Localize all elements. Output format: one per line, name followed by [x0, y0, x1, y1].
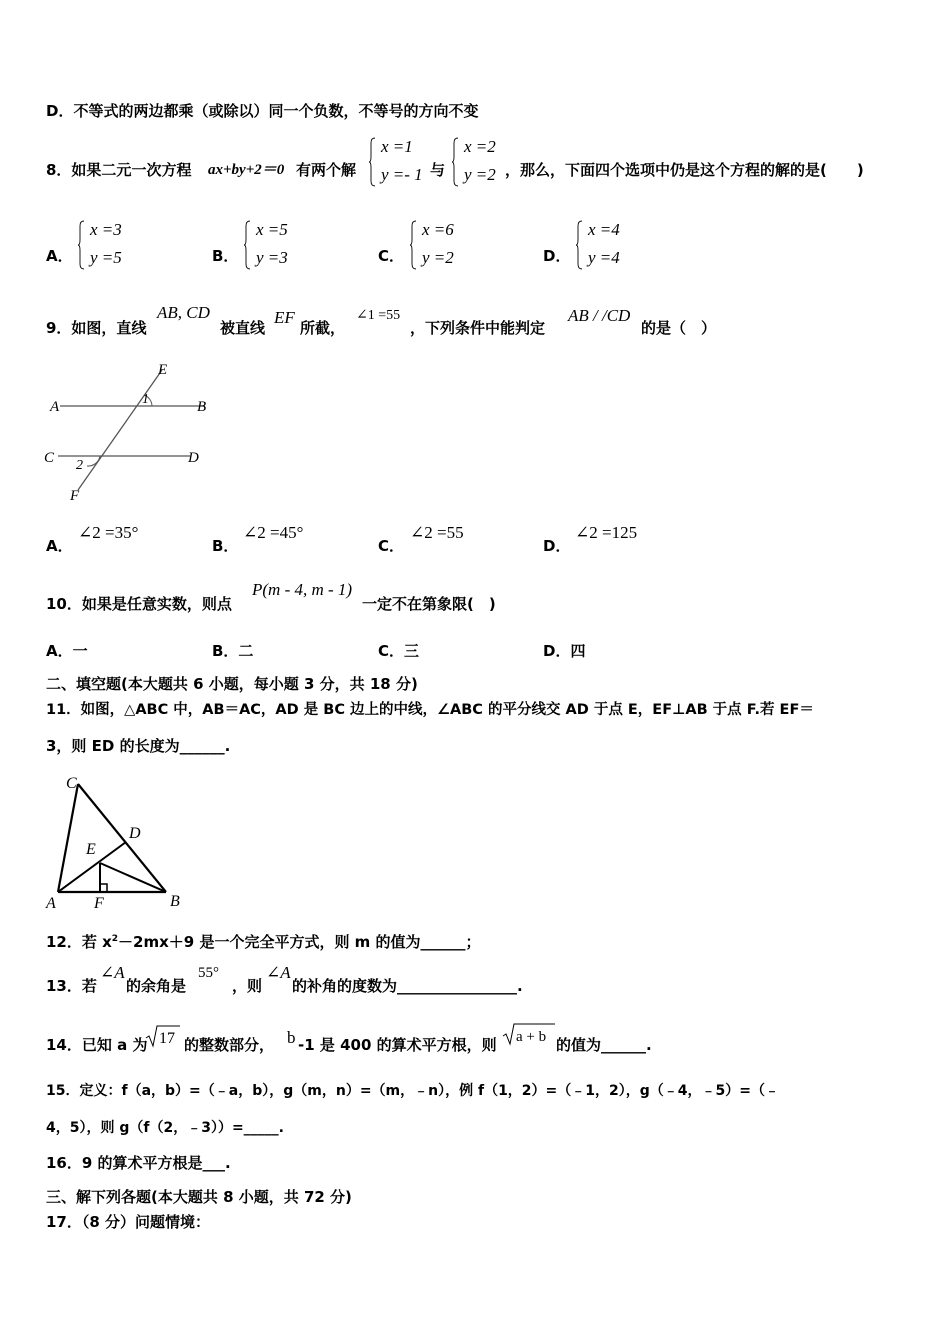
q9-prefix: 9．如图，直线: [46, 319, 147, 337]
brace-icon: [78, 220, 85, 270]
q8-option-c-label: C．: [378, 247, 405, 265]
label-d: D: [188, 450, 199, 466]
q12-sup: 2: [111, 934, 119, 944]
q9-option-b-label: B．: [212, 537, 239, 555]
option-row: x =6: [422, 220, 454, 239]
q12: [46, 929, 481, 952]
q9-option-d-label: D．: [543, 537, 571, 555]
q11-line2: 3，则 ED 的长度为______.: [46, 737, 231, 755]
section-3-heading: 三、解下列各题(本大题共 8 小题，共 72 分): [46, 1188, 352, 1206]
label-f: F: [70, 488, 80, 504]
q8-equation: ax+by+2＝0: [208, 162, 285, 178]
brace-icon: [452, 137, 459, 187]
q17: 17．（8 分）问题情境：: [46, 1213, 211, 1231]
q8-option-d: [576, 220, 631, 270]
q10-option-d: D．四: [543, 642, 586, 660]
q9-option-d-value: ∠2 =125: [575, 523, 638, 542]
label-e: E: [86, 841, 96, 858]
q13-degree: 55°: [198, 965, 219, 981]
q15-line1: 15．定义：f（a，b）=（﹣a，b），g（m，n）=（m，﹣n），例 f（1，2）=（﹣1，2），g（﹣4，﹣5）=（﹣: [46, 1083, 779, 1099]
q9-option-c-label: C．: [378, 537, 405, 555]
brace-icon: [576, 220, 583, 270]
q8-suffix: ，那么，下面四个选项中仍是这个方程的解的是( ): [505, 161, 864, 179]
q9-cut2: 所截，: [300, 319, 346, 337]
q9-text2: ，下列条件中能判定: [410, 319, 546, 337]
q9-text3: 的是（ ）: [641, 319, 717, 337]
label-b: B: [197, 399, 207, 415]
bisector-be: [100, 863, 166, 892]
q10-option-b: B．二: [212, 642, 254, 660]
brace-icon: [244, 220, 251, 270]
q9-parallel: AB / /CD: [568, 306, 631, 325]
q10-prefix: 10．如果是任意实数，则点: [46, 595, 232, 613]
q7-option-d: D．不等式的两边都乘（或除以）同一个负数，不等号的方向不变: [46, 102, 479, 120]
sqrt-icon: [145, 1024, 181, 1048]
q12-post: －2mx＋9 是一个完全平方式，则 m 的值为______；: [118, 933, 481, 951]
q14-sqrt2-value: a + b: [516, 1029, 547, 1045]
q14-pre: 14．已知 a 为: [46, 1036, 148, 1054]
option-row: x =4: [588, 220, 620, 239]
q10-point: P(m - 4, m - 1): [252, 580, 353, 599]
q10-suffix: 一定不在第象限( ): [362, 595, 496, 613]
q11-figure: [40, 768, 190, 916]
q13-angle-a-2: ∠A: [266, 963, 291, 982]
brace-icon: [369, 137, 376, 187]
q14-post: 的值为______.: [556, 1036, 652, 1054]
q8-mid: 有两个解: [296, 161, 357, 179]
q9-figure: [40, 358, 220, 506]
line-ef: [78, 370, 162, 490]
angle-2-arc: [87, 456, 100, 466]
q14-mid: 的整数部分，: [184, 1036, 275, 1054]
option-row: x =3: [90, 220, 122, 239]
option-row: y =5: [90, 248, 122, 267]
q8-conj: 与: [430, 161, 446, 179]
q9-ef: EF: [274, 308, 295, 327]
option-row: y =3: [256, 248, 288, 267]
q14-mid2: -1 是 400 的算术平方根，则: [298, 1036, 497, 1054]
q9-cut: 被直线: [220, 319, 266, 337]
label-b: B: [170, 893, 180, 910]
label-a: A: [46, 895, 56, 912]
q8-solution-1: [369, 137, 429, 187]
label-c: C: [44, 450, 55, 466]
q13-angle-a: ∠A: [100, 963, 125, 982]
q10-option-a: A．一: [46, 642, 88, 660]
label-1: 1: [142, 392, 149, 407]
q13-mid2: ，则: [232, 977, 263, 995]
q13-pre: 13．若: [46, 977, 97, 995]
label-e: E: [158, 362, 168, 378]
option-row: y =4: [588, 248, 620, 267]
q9-option-a-value: ∠2 =35°: [78, 523, 139, 542]
side-cb: [78, 784, 166, 892]
q8-prefix: 8．如果二元一次方程: [46, 161, 192, 179]
q9-option-a-label: A．: [46, 537, 73, 555]
option-row: x =5: [256, 220, 288, 239]
q8-option-b-label: B．: [212, 247, 239, 265]
q8-solution-2: [452, 137, 507, 187]
right-angle-mark: [100, 884, 107, 892]
label-d: D: [129, 825, 141, 842]
q8-option-c: [410, 220, 465, 270]
q10-option-c: C．三: [378, 642, 420, 660]
sqrt-icon: [502, 1022, 556, 1046]
q13-mid: 的余角是: [126, 977, 187, 995]
q15-line2: 4，5），则 g（f（2，﹣3））=_____.: [46, 1120, 284, 1136]
q9-angle: ∠1 =55: [356, 308, 401, 323]
option-row: y =2: [422, 248, 454, 267]
q8-option-a-label: A．: [46, 247, 73, 265]
q14-b: b: [287, 1028, 296, 1047]
q8-sol2-row1: x =2: [464, 137, 496, 156]
q8-option-a: [78, 220, 133, 270]
q8-sol1-row1: x =1: [381, 137, 413, 156]
q12-pre: 12．若 x: [46, 933, 112, 951]
q9-option-b-value: ∠2 =45°: [243, 523, 304, 542]
q16: 16．9 的算术平方根是___.: [46, 1154, 231, 1172]
label-2: 2: [76, 458, 83, 473]
q11-line1: 11．如图，△ABC 中，AB＝AC，AD 是 BC 边上的中线，∠ABC 的平分线交 AD 于点 E，EF⊥AB 于点 F.若 EF＝: [46, 702, 814, 718]
brace-icon: [410, 220, 417, 270]
label-c: C: [66, 775, 77, 792]
q9-lines: AB, CD: [157, 303, 210, 322]
q8-option-d-label: D．: [543, 247, 571, 265]
q8-sol2-row2: y =2: [464, 165, 496, 184]
q8-sol1-row2: y =- 1: [381, 165, 423, 184]
q14-sqrt-value: 17: [159, 1030, 175, 1047]
q13-post: 的补角的度数为________________.: [292, 977, 523, 995]
q8-option-b: [244, 220, 299, 270]
label-f: F: [94, 895, 104, 912]
q9-option-c-value: ∠2 =55: [410, 523, 464, 542]
label-a: A: [50, 399, 60, 415]
side-ac: [58, 784, 78, 892]
section-2-heading: 二、填空题(本大题共 6 小题，每小题 3 分，共 18 分): [46, 675, 418, 693]
